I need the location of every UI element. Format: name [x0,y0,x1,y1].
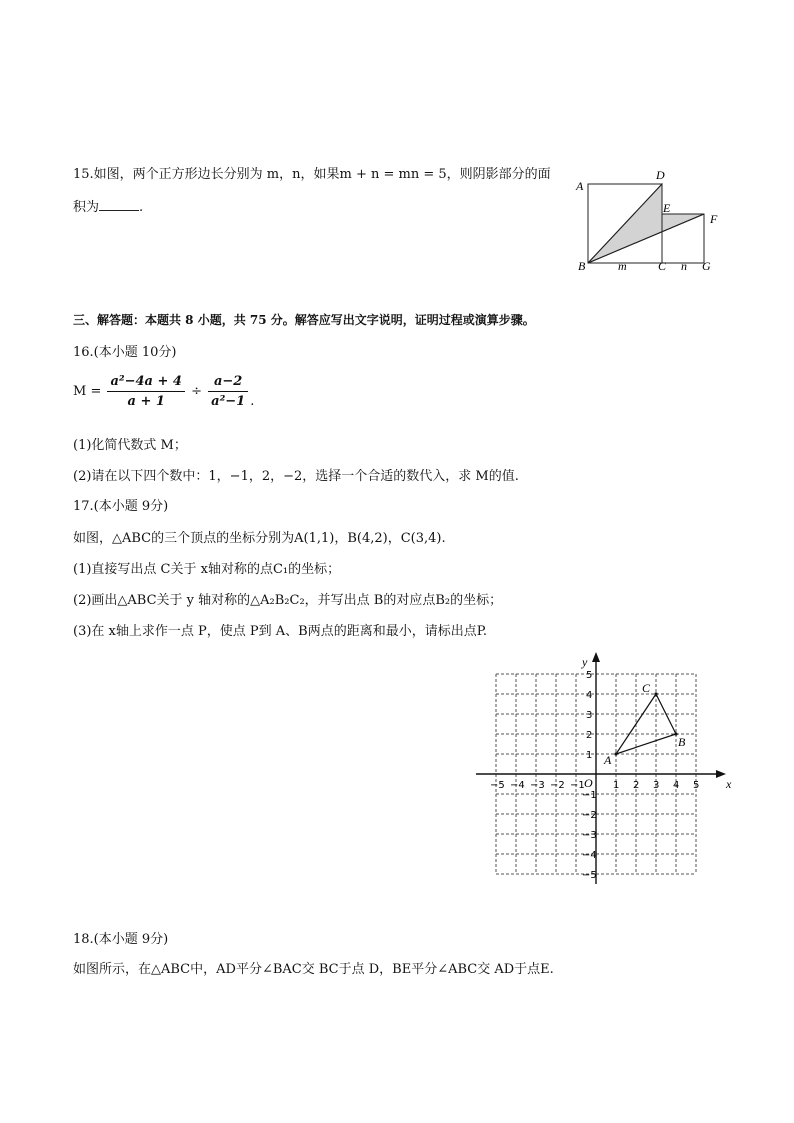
q15-line2-suffix: . [139,200,144,215]
q18-intro: 如图所示，在△ABC中，AD平分∠BAC交 BC于点 D，BE平分∠ABC交 AD于点E. [73,962,554,977]
x-tick-label: 5 [693,780,700,791]
section-3-heading: 三、解答题：本题共 8 小题，共 75 分。解答应写出文字说明，证明过程或演算步骤。 [73,313,535,327]
x-tick-label: 2 [633,780,640,791]
point-label-F: F [710,212,718,226]
x-tick-label: −4 [510,780,525,791]
q17-part3: (3)在 x轴上求作一点 P，使点 P到 A、B两点的距离和最小，请标出点P. [73,624,487,639]
vertex-label-A: A [604,753,612,767]
q15-figure [570,168,730,278]
vertex-point-A [614,752,617,755]
x-tick-label: −5 [490,780,505,791]
y-tick-label: −5 [582,870,597,881]
x-axis-label: x [726,777,732,791]
q15-line1: 15.如图，两个正方形边长分别为 m，n，如果m + n = mn = 5，则阴影部分的面 [73,167,551,182]
side-label-n: n [681,259,687,273]
fraction-1-denominator: a + 1 [127,394,165,409]
q16-period: . [250,394,255,409]
point-label-C: C [658,259,667,273]
x-tick-label: −2 [550,780,565,791]
x-tick-label: −1 [570,780,585,791]
x-axis-arrow [716,770,726,778]
vertex-point-C [654,692,657,695]
coordinate-grid [470,648,730,898]
y-tick-label: 3 [586,710,593,721]
y-tick-label: 2 [586,730,593,741]
q18-title: 18.(本小题 9分) [73,932,169,947]
side-label-m: m [618,259,627,273]
q17-part1: (1)直接写出点 C关于 x轴对称的点C₁的坐标； [73,562,341,577]
y-tick-label: 5 [586,670,593,681]
point-label-G: G [702,259,711,273]
point-label-E: E [663,201,671,215]
point-label-D: D [656,168,665,182]
q17-intro: 如图，△ABC的三个顶点的坐标分别为A(1,1)，B(4,2)，C(3,4). [73,531,446,546]
y-tick-label: 4 [586,690,593,701]
x-tick-label: 3 [653,780,660,791]
q17-title: 17.(本小题 9分) [73,499,169,514]
q16-expression [73,374,254,409]
fraction-2-numerator: a−2 [208,374,248,392]
q15-line2 [73,198,143,217]
vertex-label-B: B [678,735,686,749]
triangle-ABC [616,694,676,754]
fraction-2-denominator: a²−1 [211,394,246,409]
y-axis-arrow [592,652,600,662]
q15-line2-prefix: 积为 [73,200,100,215]
q16-part2: (2)请在以下四个数中：1，−1，2，−2，选择一个合适的数代入，求 M的值. [73,469,519,484]
fraction-2 [208,374,248,409]
y-tick-label: 1 [586,750,593,761]
point-label-A: A [576,179,584,193]
y-tick-label: −3 [582,830,597,841]
x-tick-label: 1 [613,780,620,791]
q17-part2: (2)画出△ABC关于 y 轴对称的△A₂B₂C₂，并写出点 B的对应点B₂的坐标； [73,593,503,608]
point-label-B: B [578,259,586,273]
fraction-1-numerator: a²−4a + 4 [107,374,184,392]
answer-blank [99,198,139,211]
y-tick-label: −2 [582,810,597,821]
y-tick-label: −1 [582,790,597,801]
division-sign: ÷ [191,384,202,399]
q16-title: 16.(本小题 10分) [73,345,177,360]
fraction-1 [107,374,184,409]
y-tick-label: −4 [582,850,597,861]
origin-label: O [584,776,593,790]
q16-part1: (1)化简代数式 M； [73,438,187,453]
shaded-region [588,184,704,263]
q16-lhs: M = [73,384,102,399]
y-axis-label: y [582,655,588,669]
vertex-label-C: C [642,681,651,695]
x-tick-label: −3 [530,780,545,791]
x-tick-label: 4 [673,780,680,791]
